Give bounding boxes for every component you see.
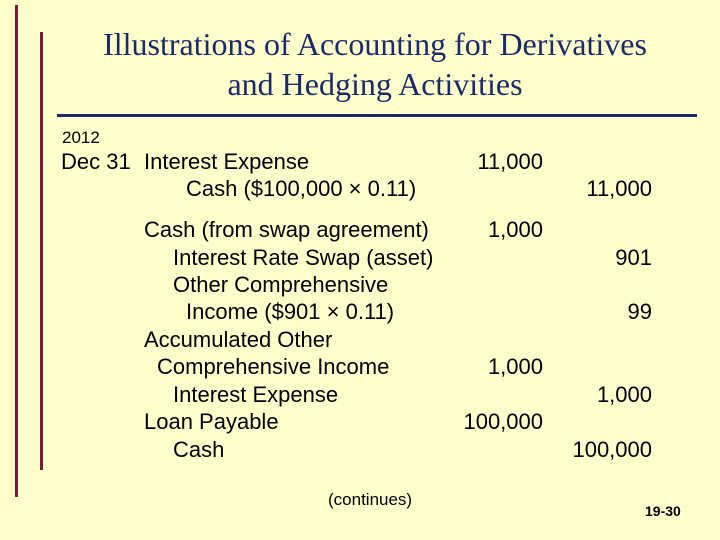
left-accent-bar-inner (40, 32, 43, 470)
entry2-debit-amount: 1,000 (487, 217, 543, 242)
entry1-debit-account: Interest Expense (144, 149, 310, 174)
entry4-credit-amount: 100,000 (572, 437, 652, 462)
entry1-debit-amount: 11,000 (477, 149, 543, 174)
entry4-debit-account: Loan Payable (144, 409, 279, 434)
entry1-credit-amount: 11,000 (586, 176, 652, 201)
entry4-debit-amount: 100,000 (463, 409, 543, 434)
entry2-credit2-line1: Other Comprehensive (173, 272, 389, 297)
entry2-credit1-amount: 901 (615, 245, 652, 270)
journal-year: 2012 (62, 128, 100, 147)
slide-title-line-1: Illustrations of Accounting for Derivatives (103, 26, 647, 62)
entry2-credit2-amount: 99 (627, 299, 652, 324)
left-accent-bar-outer (15, 5, 18, 497)
entry2-credit2-line2: Income ($901 × 0.11) (186, 299, 395, 324)
entry3-credit-account: Interest Expense (173, 382, 339, 407)
entry2-debit-account: Cash (from swap agreement) (144, 217, 429, 242)
slide-title (60, 24, 690, 104)
title-underline (57, 114, 697, 117)
page-number: 19-30 (645, 503, 681, 519)
entry1-credit-account: Cash ($100,000 × 0.11) (186, 176, 417, 201)
entry3-debit-amount: 1,000 (487, 354, 543, 379)
entry1-date: Dec 31 (61, 149, 131, 174)
continues-note: (continues) (328, 490, 413, 509)
entry3-debit-line1: Accumulated Other (144, 327, 333, 352)
slide-title-line-2: and Hedging Activities (227, 66, 523, 102)
entry3-credit-amount: 1,000 (596, 382, 652, 407)
entry4-credit-account: Cash (173, 437, 225, 462)
entry2-credit1-account: Interest Rate Swap (asset) (173, 245, 434, 270)
entry3-debit-line2: Comprehensive Income (157, 354, 390, 379)
